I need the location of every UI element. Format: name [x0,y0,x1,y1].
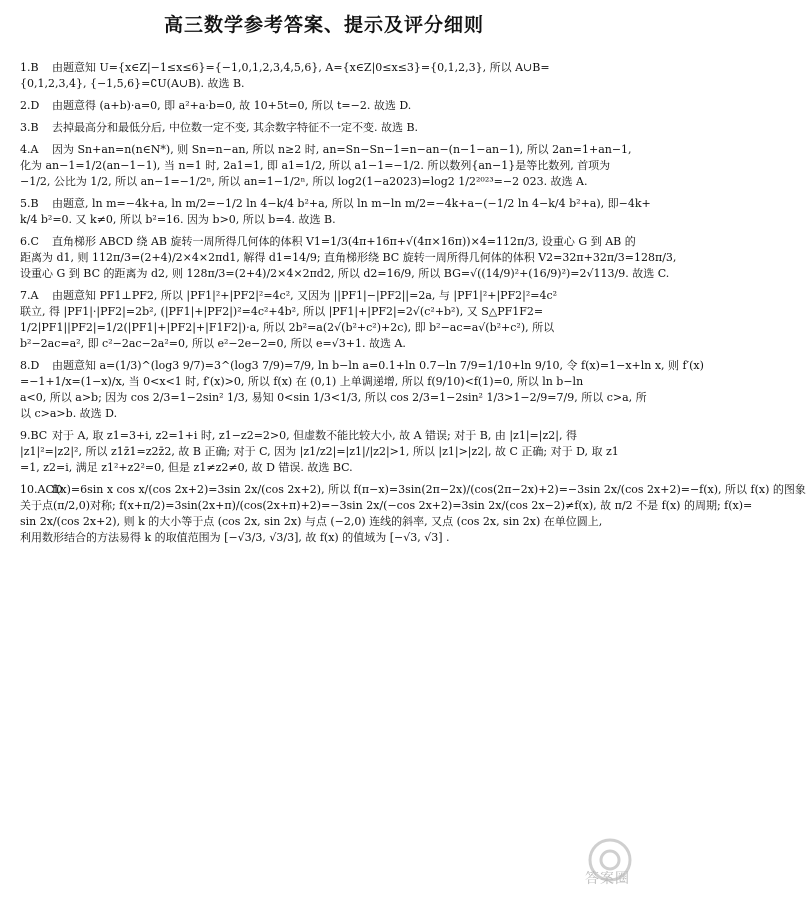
answer-line: 由题意, ln m=−4k+a, ln m/2=−1/2 ln 4−k/4 b²+a, 所以 ln m−ln m/2=−4k+a−(−1/2 ln 4−k/4 b²+a), 即−4k+ [52,197,651,210]
answer-item [20,142,632,190]
watermark-text: 答案圈 [585,871,630,887]
answer-list [20,60,806,552]
answer-item [20,358,704,422]
answer-line: 设重心 G 到 BC 的距离为 d2, 则 128π/3=(2+4)/2×4×2πd2, 所以 d2=16/9, 所以 BG=√((14/9)²+(16/9)²)=2√113/9. 故选 C. [20,267,670,280]
answer-line: 由题意知 U={x∈Z|−1≤x≤6}={−1,0,1,2,3,4,5,6}, A={x∈Z|0≤x≤3}={0,1,2,3}, 所以 A∪B= [52,61,550,74]
answer-number: 3.B [20,121,39,134]
answer-item [20,60,632,92]
answer-line: 由题意知 a=(1/3)^(log3 9/7)=3^(log3 7/9)=7/9, ln b−ln a=0.1+ln 0.7−ln 7/9=1/10+ln 9/10, 令 f(x)=1−x+ln x, 则 f′(x) [52,359,704,372]
answer-line: 因为 Sn+an=n(n∈N*), 则 Sn=n−an, 所以 n≥2 时, an=Sn−Sn−1=n−an−(n−1−an−1), 所以 2an=1+an−1, [52,143,632,156]
answer-line: −1/2, 公比为 1/2, 所以 an−1=−1/2ⁿ, 所以 an=1−1/2ⁿ, 所以 log2(1−a2023)=log2 1/2²⁰²³=−2 023. 故选 A. [20,175,588,188]
answer-line: f(x)=6sin x cos x/(cos 2x+2)=3sin 2x/(cos 2x+2), 所以 f(π−x)=3sin(2π−2x)/(cos(2π−2x)+2)=−3sin 2x/(cos 2x+2)=−f(x), 所以 f(x) 的图象 [52,483,806,496]
answer-item [20,482,806,546]
answer-number: 7.A [20,289,39,302]
answer-number: 8.D [20,359,40,372]
answer-line: 由题意知 PF1⊥PF2, 所以 |PF1|²+|PF2|²=4c², 又因为 ||PF1|−|PF2||=2a, 与 |PF1|²+|PF2|²=4c² [52,289,558,302]
answer-line: 1/2|PF1||PF2|=1/2(|PF1|+|PF2|+|F1F2|)·a, 所以 2b²=a(2√(b²+c²)+2c), 即 b²−ac=a√(b²+c²), 所以 [20,321,555,334]
answer-line: 联立, 得 |PF1|·|PF2|=2b², (|PF1|+|PF2|)²=4c²+4b², 所以 |PF1|+|PF2|=2√(c²+b²), 又 S△PF1F2= [20,305,544,318]
answer-line: 距离为 d1, 则 112π/3=(2+4)/2×4×2πd1, 解得 d1=14/9; 直角梯形绕 BC 旋转一周所得几何体的体积 V2=32π+32π/3=128π/3, [20,251,677,264]
answer-line: 直角梯形 ABCD 绕 AB 旋转一周所得几何体的体积 V1=1/3(4π+16π+√(4π×16π))×4=112π/3, 设重心 G 到 AB 的 [52,235,636,248]
answer-line: 去掉最高分和最低分后, 中位数一定不变, 其余数字特征不一定不变. 故选 B. [52,121,419,134]
answer-line: 利用数形结合的方法易得 k 的取值范围为 [−√3/3, √3/3], 故 f(x) 的值域为 [−√3, √3] . [20,531,450,544]
answer-line: 由题意得 (a+b)·a=0, 即 a²+a·b=0, 故 10+5t=0, 所以 t=−2. 故选 D. [52,99,412,112]
answer-number: 9.BC [20,429,48,442]
answer-line: 对于 A, 取 z1=3+i, z2=1+i 时, z1−z2=2>0, 但虚数不能比较大小, 故 A 错误; 对于 B, 由 |z1|=|z2|, 得 [52,429,577,442]
answer-line: 化为 an−1=1/2(an−1−1), 当 n=1 时, 2a1=1, 即 a1=1/2, 所以 a1−1=−1/2. 所以数列{an−1}是等比数列, 首项为 [20,159,611,172]
answer-number: 4.A [20,143,39,156]
answer-number: 10.ACD [20,483,63,496]
answer-number: 5.B [20,197,39,210]
answer-line: a<0, 所以 a>b; 因为 cos 2/3=1−2sin² 1/3, 易知 0<sin 1/3<1/3, 所以 cos 2/3=1−2sin² 1/3>1−2/9=7/9, 所以 c>a, 所 [20,391,647,404]
answer-line: 关于点(π/2,0)对称; f(x+π/2)=3sin(2x+π)/(cos(2x+π)+2)=−3sin 2x/(−cos 2x+2)=3sin 2x/(cos 2x−2)≠f(x), 故 π/2 不是 f(x) 的周期; f(x)= [20,499,753,512]
answer-line: k/4 b²=0. 又 k≠0, 所以 b²=16. 因为 b>0, 所以 b=4. 故选 B. [20,213,336,226]
answer-item [20,196,651,228]
answer-line: {0,1,2,3,4}, {−1,5,6}=∁U(A∪B). 故选 B. [20,77,245,90]
answer-line: b²−2ac=a², 即 c²−2ac−2a²=0, 所以 e²−2e−2=0, 所以 e=√3+1. 故选 A. [20,337,406,350]
answer-line: =−1+1/x=(1−x)/x, 当 0<x<1 时, f′(x)>0, 所以 f(x) 在 (0,1) 上单调递增, 所以 f(9/10)<f(1)=0, 所以 ln b−ln [20,375,584,388]
answer-number: 6.C [20,235,39,248]
answer-item [20,234,677,282]
answer-line: |z1|²=|z2|², 所以 z1z̄1=z2z̄2, 故 B 正确; 对于 C, 因为 |z1/z2|=|z1|/|z2|>1, 所以 |z1|>|z2|, 故 C 正确; 对于 D, 取 z1 [20,445,619,458]
answer-item [20,288,632,352]
answer-item [20,428,632,476]
page-title: 高三数学参考答案、提示及评分细则 [163,14,484,36]
answer-item [20,98,632,114]
answer-item [20,120,632,136]
answer-line: 以 c>a>b. 故选 D. [20,407,118,420]
answer-number: 1.B [20,61,39,74]
answer-number: 2.D [20,99,40,112]
answer-line: =1, z2=i, 满足 z1²+z2²=0, 但是 z1≠z2≠0, 故 D 错误. 故选 BC. [20,461,353,474]
answer-line: sin 2x/(cos 2x+2), 则 k 的大小等于点 (cos 2x, sin 2x) 与点 (−2,0) 连线的斜率, 又点 (cos 2x, sin 2x) 在单位圆上, [20,515,603,528]
